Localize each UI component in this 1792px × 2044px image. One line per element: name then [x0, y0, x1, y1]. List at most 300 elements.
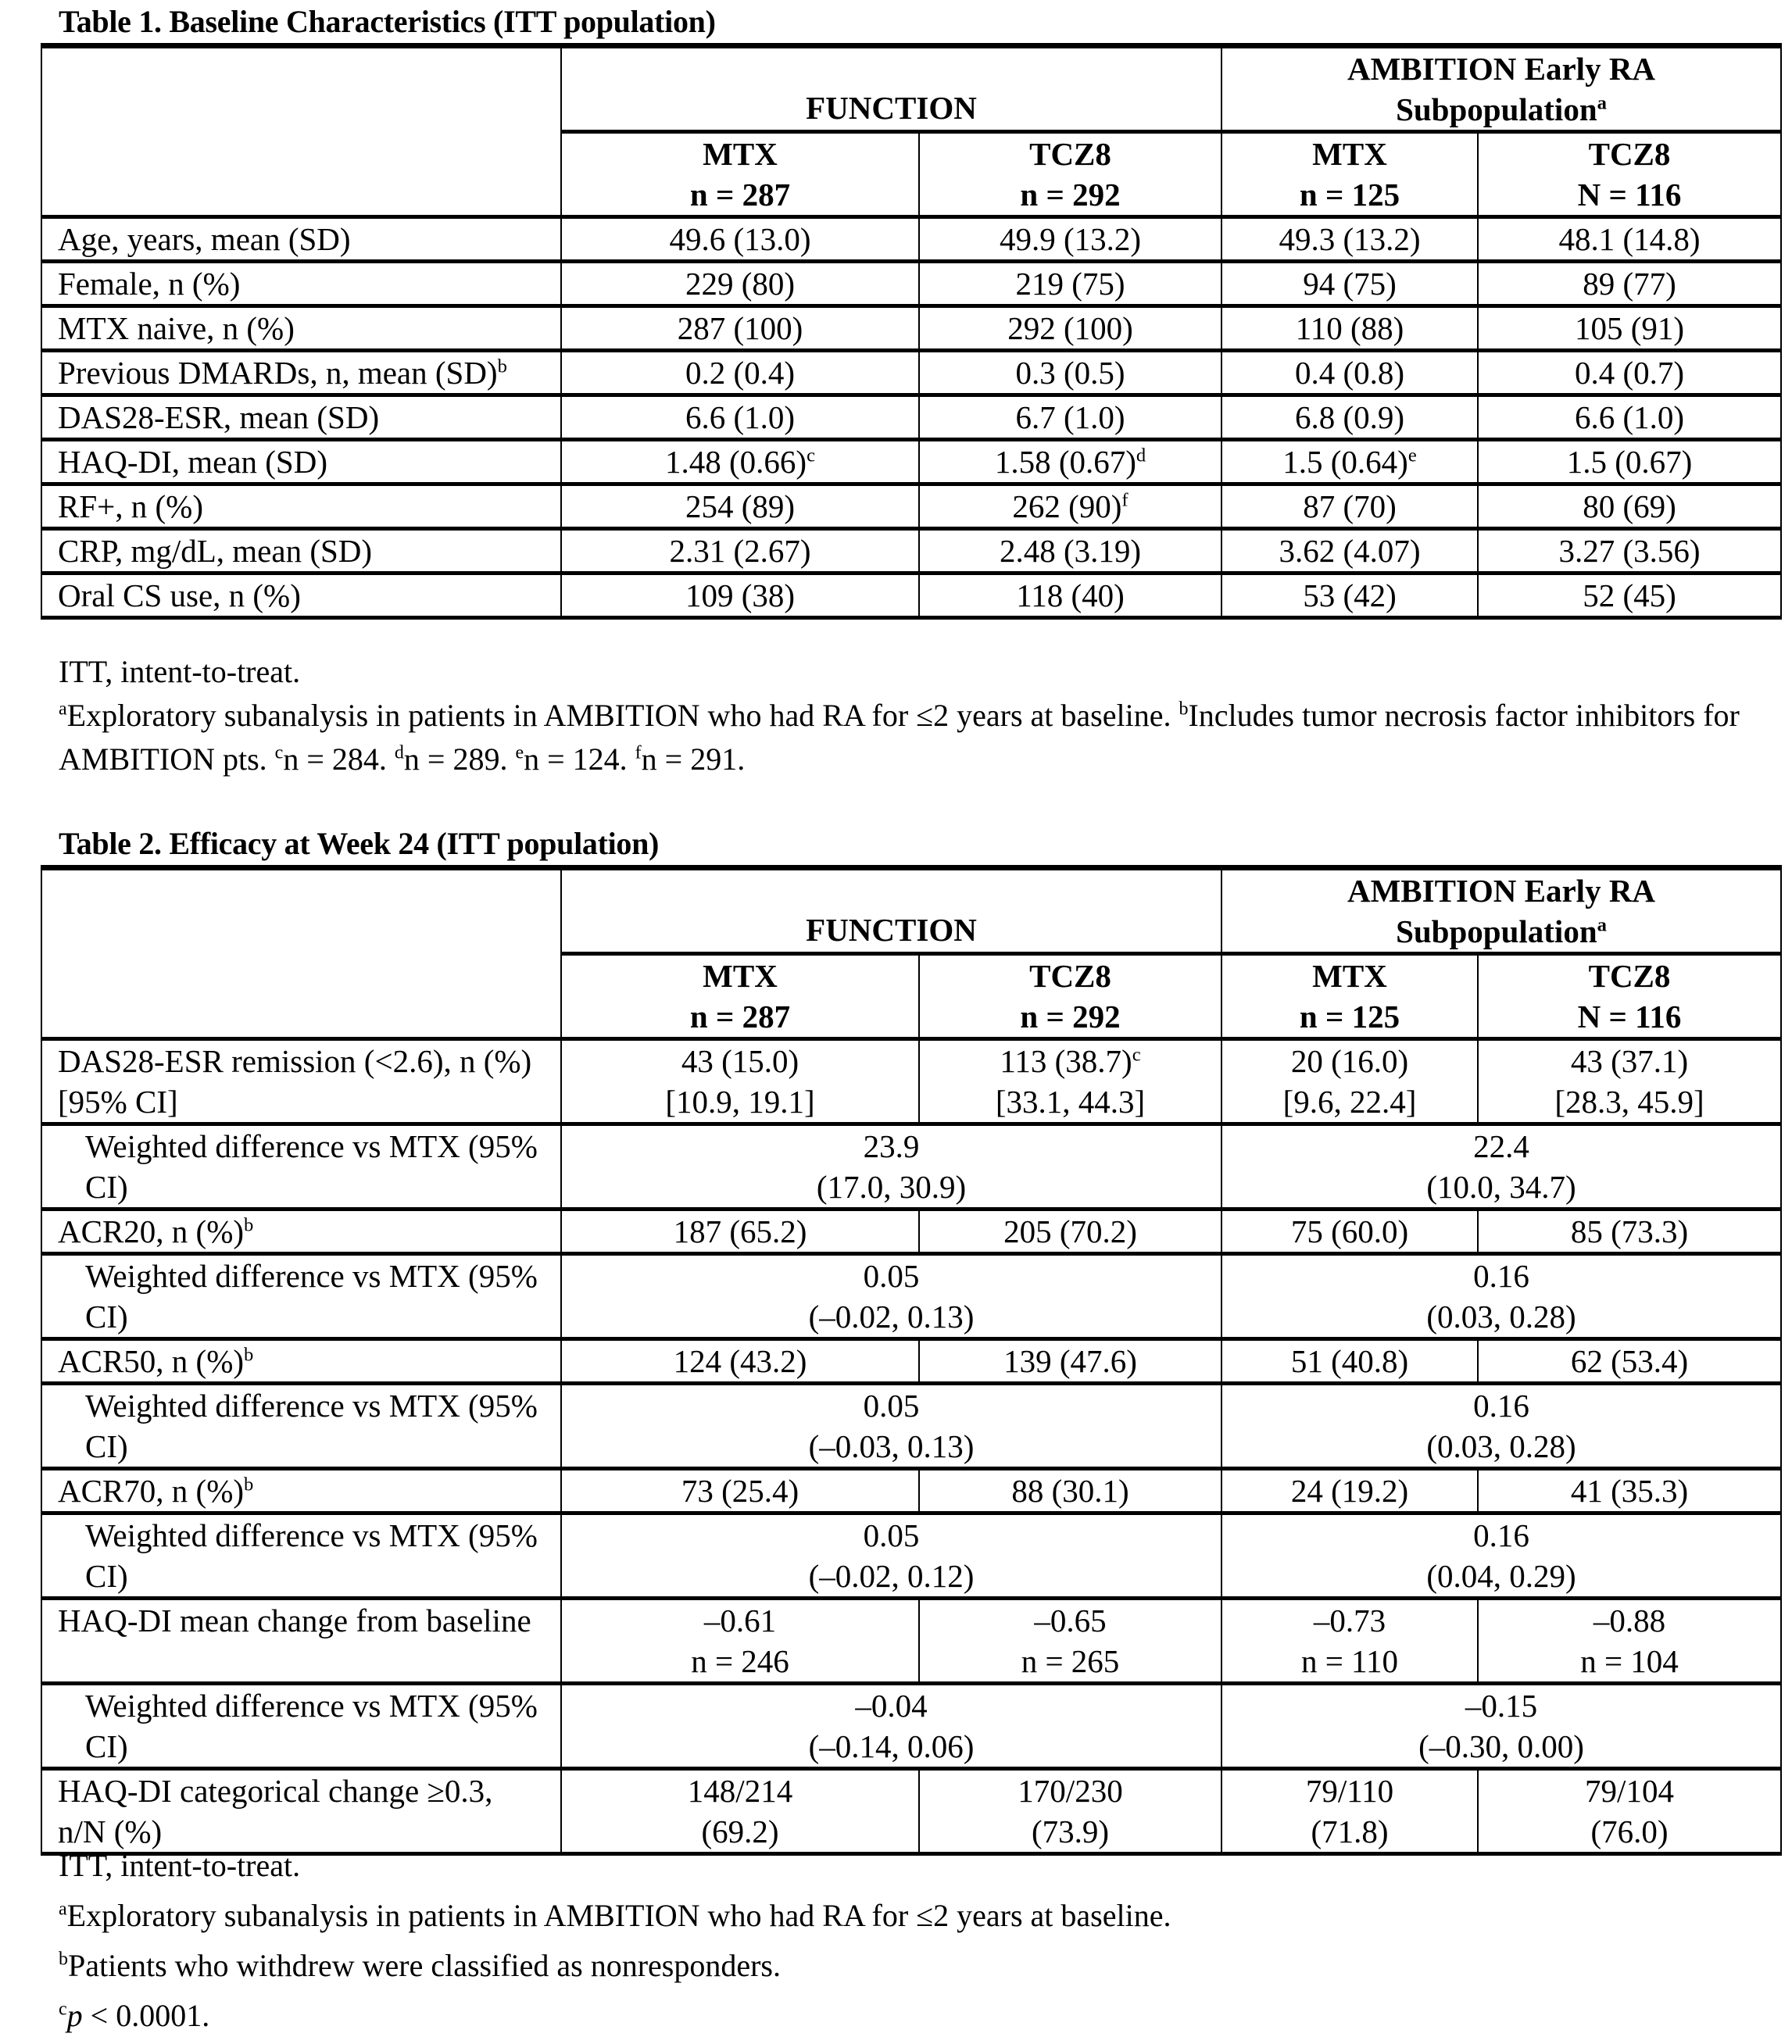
- row-label-text: ACR70, n (%): [58, 1473, 245, 1509]
- cell-value: 85 (73.3): [1570, 1213, 1689, 1249]
- table1-baseline: [41, 43, 1782, 620]
- row-label: [41, 1599, 561, 1684]
- difference-cell: [1221, 1513, 1781, 1599]
- row-label-text: MTX naive, n (%): [58, 310, 295, 346]
- row-label-text: HAQ-DI categorical change ≥0.3, n/N (%): [58, 1773, 493, 1849]
- footnote-marker: b: [244, 1344, 254, 1366]
- table-cell: [1478, 262, 1781, 306]
- difference-row: [41, 1384, 1781, 1469]
- cell-value: 62 (53.4): [1570, 1343, 1689, 1379]
- cell-value: 148/214: [687, 1773, 793, 1809]
- table1-col-header: [1478, 132, 1781, 217]
- table-row: [41, 529, 1781, 574]
- table-cell: [1478, 306, 1781, 351]
- table-cell: [919, 529, 1221, 574]
- footnote-marker: f: [1121, 489, 1128, 511]
- cell-line: [1238, 1426, 1765, 1467]
- cell-line: [935, 1600, 1205, 1641]
- cell-value: 80 (69): [1583, 488, 1676, 524]
- cell-value: 0.4 (0.8): [1294, 355, 1405, 391]
- cell-value: (0.04, 0.29): [1426, 1558, 1576, 1594]
- cell-line: [1238, 1211, 1461, 1252]
- table-cell: [1478, 1339, 1781, 1384]
- cell-value: [10.9, 19.1]: [665, 1084, 815, 1120]
- cell-value: 6.7 (1.0): [1015, 399, 1125, 435]
- row-label-text: Weighted difference vs MTX (95% CI): [85, 1388, 538, 1464]
- table-cell: [1221, 1469, 1478, 1513]
- cell-value: 170/230: [1018, 1773, 1123, 1809]
- arm-label: TCZ8: [1588, 136, 1671, 172]
- cell-value: (0.03, 0.28): [1426, 1299, 1576, 1335]
- cell-value: 0.2 (0.4): [685, 355, 796, 391]
- difference-cell: [1221, 1684, 1781, 1769]
- table1-group-ambition: [1221, 46, 1781, 132]
- table-cell: [561, 351, 919, 395]
- cell-line: [578, 1081, 903, 1122]
- table2-col-header: [1478, 954, 1781, 1039]
- cell-value: 1.5 (0.67): [1566, 444, 1693, 480]
- row-label: [41, 1039, 561, 1124]
- table-cell: [561, 1769, 919, 1854]
- cell-value: 43 (15.0): [681, 1043, 799, 1079]
- table2-body: [41, 1039, 1781, 1854]
- cell-value: 43 (37.1): [1570, 1043, 1689, 1079]
- cell-line: [935, 1041, 1205, 1081]
- cell-value: (10.0, 34.7): [1426, 1169, 1576, 1205]
- table-row: [41, 262, 1781, 306]
- cell-value: (73.9): [1031, 1814, 1110, 1849]
- cell-value: 118 (40): [1016, 577, 1125, 613]
- row-label-text: Weighted difference vs MTX (95% CI): [85, 1128, 538, 1205]
- row-label-text: Previous DMARDs, n, mean (SD): [58, 355, 498, 391]
- table-row: [41, 1210, 1781, 1254]
- cell-line: [1238, 1081, 1461, 1122]
- cell-line: [1494, 1211, 1765, 1252]
- row-label-text: RF+, n (%): [58, 488, 203, 524]
- footnote-marker: e: [1407, 445, 1417, 466]
- table-cell: [919, 1769, 1221, 1854]
- table-row: [41, 1769, 1781, 1854]
- difference-cell: [561, 1384, 1221, 1469]
- table-cell: [919, 395, 1221, 440]
- row-label-text: DAS28-ESR remission (<2.6), n (%) [95% CI]: [58, 1043, 532, 1120]
- table-row: [41, 395, 1781, 440]
- footnote-a: $^a$Exploratory subanalysis in patients in AMBITION who had RA for ≤2 years at baseline.: [59, 1898, 1171, 1933]
- cell-line: [578, 1515, 1205, 1556]
- table-cell: [1478, 1469, 1781, 1513]
- cell-line: [1238, 1515, 1765, 1556]
- cell-line: [1238, 1685, 1765, 1726]
- row-label: [41, 217, 561, 262]
- cell-value: 49.6 (13.0): [669, 221, 811, 257]
- footnote-marker: b: [244, 1474, 254, 1495]
- cell-value: 205 (70.2): [1003, 1213, 1137, 1249]
- cell-value: 0.16: [1473, 1388, 1529, 1424]
- cell-value: 20 (16.0): [1290, 1043, 1409, 1079]
- cell-value: –0.88: [1593, 1603, 1666, 1638]
- group-label: FUNCTION: [806, 912, 977, 948]
- cell-line: [1238, 1600, 1461, 1641]
- table-row: [41, 306, 1781, 351]
- cell-line: [578, 1256, 1205, 1296]
- cell-line: [1238, 1041, 1461, 1081]
- footnote-marker: a: [1597, 914, 1607, 936]
- cell-value: 229 (80): [685, 266, 796, 302]
- table-cell: [561, 1339, 919, 1384]
- table-cell: [1221, 484, 1478, 529]
- cell-value: n = 104: [1580, 1643, 1679, 1679]
- cell-value: (69.2): [701, 1814, 779, 1849]
- cell-value: (–0.02, 0.12): [808, 1558, 975, 1594]
- row-label: [41, 574, 561, 618]
- group-label-line1: AMBITION Early RA: [1347, 51, 1656, 87]
- table2-title: Table 2. Efficacy at Week 24 (ITT population): [59, 826, 660, 861]
- cell-value: 89 (77): [1583, 266, 1676, 302]
- table-cell: [1221, 440, 1478, 484]
- arm-label: TCZ8: [1029, 136, 1111, 172]
- footnote-marker: c: [1132, 1044, 1141, 1066]
- table-cell: [1221, 217, 1478, 262]
- cell-value: (–0.30, 0.00): [1418, 1728, 1584, 1764]
- row-label: [41, 1254, 561, 1339]
- cell-value: 23.9: [863, 1128, 920, 1164]
- table-cell: [919, 574, 1221, 618]
- difference-cell: [1221, 1254, 1781, 1339]
- table-cell: [561, 1469, 919, 1513]
- row-label: [41, 484, 561, 529]
- cell-value: 262 (90): [1012, 488, 1122, 524]
- cell-line: [1238, 1641, 1461, 1681]
- arm-n: n = 292: [1020, 999, 1121, 1035]
- table1-corner-cell: [41, 46, 561, 217]
- difference-row: [41, 1513, 1781, 1599]
- cell-line: [578, 1041, 903, 1081]
- footnote-d: n = 289.: [403, 741, 516, 777]
- table1-notes: [59, 650, 1762, 781]
- cell-value: –0.15: [1465, 1688, 1538, 1724]
- cell-value: 109 (38): [685, 577, 796, 613]
- table-cell: [919, 440, 1221, 484]
- difference-cell: [561, 1124, 1221, 1210]
- cell-line: [1238, 1726, 1765, 1767]
- cell-value: 105 (91): [1574, 310, 1685, 346]
- row-label-text: DAS28-ESR, mean (SD): [58, 399, 380, 435]
- footnote-b-text: Patients who withdrew were classified as nonresponders.: [68, 1948, 781, 1983]
- cell-line: [1238, 1470, 1461, 1511]
- group-label-line1: AMBITION Early RA: [1347, 873, 1656, 909]
- table-cell: [1221, 1210, 1478, 1254]
- row-label-text: HAQ-DI mean change from baseline: [58, 1603, 531, 1638]
- table2-col-header: [919, 954, 1221, 1039]
- cell-value: 73 (25.4): [681, 1473, 799, 1509]
- arm-n: N = 116: [1577, 177, 1682, 213]
- table-cell: [919, 1039, 1221, 1124]
- footnote-a-text: Exploratory subanalysis in patients in AMBITION who had RA for ≤2 years at baseline.: [66, 1898, 1171, 1933]
- cell-value: 254 (89): [685, 488, 796, 524]
- table-cell: [1221, 395, 1478, 440]
- table-cell: [1221, 1769, 1478, 1854]
- row-label: [41, 1339, 561, 1384]
- cell-line: [1494, 1470, 1765, 1511]
- table-cell: [1478, 1039, 1781, 1124]
- cell-value: 124 (43.2): [673, 1343, 807, 1379]
- difference-row: [41, 1124, 1781, 1210]
- table-cell: [1478, 217, 1781, 262]
- arm-n: n = 292: [1020, 177, 1121, 213]
- row-label: [41, 1124, 561, 1210]
- row-label-text: Weighted difference vs MTX (95% CI): [85, 1258, 538, 1335]
- footnote-marker: a: [1597, 92, 1607, 114]
- table-row: [41, 217, 1781, 262]
- footnote-marker: b: [497, 356, 507, 377]
- row-label: [41, 395, 561, 440]
- cell-line: [578, 1426, 1205, 1467]
- footnote-b: $^b$Patients who withdrew were classified as nonresponders.: [59, 1948, 781, 1983]
- table-cell: [1478, 351, 1781, 395]
- cell-value: (–0.03, 0.13): [808, 1428, 975, 1464]
- cell-line: [578, 1167, 1205, 1207]
- row-label: [41, 1684, 561, 1769]
- table-cell: [561, 484, 919, 529]
- table2-efficacy: [41, 865, 1782, 1856]
- cell-value: 139 (47.6): [1003, 1343, 1137, 1379]
- cell-line: [1238, 1256, 1765, 1296]
- row-label-text: Age, years, mean (SD): [58, 221, 351, 257]
- row-label: [41, 262, 561, 306]
- cell-value: –0.04: [855, 1688, 928, 1724]
- cell-line: [1494, 1041, 1765, 1081]
- row-label: [41, 529, 561, 574]
- table-cell: [1478, 395, 1781, 440]
- arm-label: MTX: [1312, 958, 1387, 994]
- cell-line: [1494, 1600, 1765, 1641]
- table1-col-header: [919, 132, 1221, 217]
- cell-line: [578, 1211, 903, 1252]
- table-row: [41, 1039, 1781, 1124]
- cell-value: 53 (42): [1303, 577, 1397, 613]
- cell-value: 49.9 (13.2): [999, 221, 1142, 257]
- table-cell: [1478, 1210, 1781, 1254]
- cell-value: (0.03, 0.28): [1426, 1428, 1576, 1464]
- cell-line: [935, 1081, 1205, 1122]
- arm-n: n = 125: [1299, 999, 1400, 1035]
- cell-value: (–0.14, 0.06): [808, 1728, 975, 1764]
- cell-line: [578, 1385, 1205, 1426]
- cell-line: [578, 1296, 1205, 1337]
- difference-cell: [1221, 1384, 1781, 1469]
- table-cell: [561, 1210, 919, 1254]
- abbreviation-note: ITT, intent-to-treat.: [59, 654, 301, 689]
- cell-value: 94 (75): [1303, 266, 1397, 302]
- cell-value: 113 (38.7): [1000, 1043, 1132, 1079]
- arm-label: MTX: [703, 136, 778, 172]
- cell-value: 6.6 (1.0): [1574, 399, 1685, 435]
- group-label: FUNCTION: [806, 90, 977, 126]
- table-cell: [1221, 529, 1478, 574]
- cell-value: 292 (100): [1007, 310, 1133, 346]
- table-cell: [919, 262, 1221, 306]
- arm-n: n = 287: [689, 177, 791, 213]
- table2-group-function: [561, 868, 1221, 954]
- cell-value: (71.8): [1311, 1814, 1389, 1849]
- table-row: [41, 484, 1781, 529]
- table-cell: [919, 217, 1221, 262]
- cell-value: 79/104: [1585, 1773, 1674, 1809]
- cell-value: 22.4: [1473, 1128, 1529, 1164]
- difference-cell: [561, 1513, 1221, 1599]
- cell-value: –0.61: [703, 1603, 777, 1638]
- cell-value: [28.3, 45.9]: [1554, 1084, 1704, 1120]
- cell-value: 0.16: [1473, 1517, 1529, 1553]
- cell-value: n = 246: [691, 1643, 789, 1679]
- table-cell: [919, 1339, 1221, 1384]
- cell-line: [578, 1641, 903, 1681]
- cell-line: [578, 1771, 903, 1811]
- cell-line: [578, 1341, 903, 1381]
- arm-n: N = 116: [1577, 999, 1682, 1035]
- cell-line: [1238, 1385, 1765, 1426]
- cell-value: –0.73: [1313, 1603, 1386, 1638]
- table2-col-header: [561, 954, 919, 1039]
- cell-value: 1.58 (0.67): [994, 444, 1136, 480]
- cell-value: 24 (19.2): [1290, 1473, 1409, 1509]
- footnote-a: Exploratory subanalysis in patients in AMBITION who had RA for ≤2 years at baseline.: [66, 698, 1179, 733]
- cell-line: [578, 1600, 903, 1641]
- footnote-marker: b: [244, 1214, 254, 1236]
- cell-line: [1494, 1081, 1765, 1122]
- difference-row: [41, 1684, 1781, 1769]
- difference-cell: [561, 1254, 1221, 1339]
- cell-line: [1238, 1126, 1765, 1167]
- cell-value: 6.8 (0.9): [1294, 399, 1405, 435]
- cell-line: [1494, 1341, 1765, 1381]
- cell-value: 1.48 (0.66): [665, 444, 807, 480]
- row-label: [41, 306, 561, 351]
- table-cell: [1478, 529, 1781, 574]
- cell-value: 0.4 (0.7): [1574, 355, 1685, 391]
- table-cell: [1478, 1769, 1781, 1854]
- footnote-f: n = 291.: [641, 741, 746, 777]
- cell-line: [578, 1470, 903, 1511]
- cell-value: n = 110: [1300, 1643, 1399, 1679]
- table-cell: [1478, 484, 1781, 529]
- table1-title: Table 1. Baseline Characteristics (ITT population): [59, 4, 716, 39]
- cell-value: n = 265: [1021, 1643, 1120, 1679]
- row-label: [41, 1513, 561, 1599]
- table-cell: [1221, 1039, 1478, 1124]
- table-cell: [1221, 574, 1478, 618]
- row-label-text: Oral CS use, n (%): [58, 577, 301, 613]
- cell-value: (17.0, 30.9): [816, 1169, 967, 1205]
- cell-value: 219 (75): [1015, 266, 1125, 302]
- cell-value: [9.6, 22.4]: [1282, 1084, 1417, 1120]
- table1-group-function: [561, 46, 1221, 132]
- arm-n: n = 125: [1299, 177, 1400, 213]
- cell-value: 79/110: [1305, 1773, 1394, 1809]
- table-cell: [1478, 1599, 1781, 1684]
- row-label-text: ACR20, n (%): [58, 1213, 245, 1249]
- arm-n: n = 287: [689, 999, 791, 1035]
- table-cell: [561, 529, 919, 574]
- table1-group-header-row: [41, 46, 1781, 132]
- cell-line: [935, 1771, 1205, 1811]
- table-cell: [561, 1039, 919, 1124]
- cell-value: –0.65: [1034, 1603, 1107, 1638]
- row-label: [41, 351, 561, 395]
- cell-line: [1238, 1771, 1461, 1811]
- difference-row: [41, 1254, 1781, 1339]
- footnote-c: n = 284.: [283, 741, 395, 777]
- row-label-text: Weighted difference vs MTX (95% CI): [85, 1517, 538, 1594]
- row-label-text: CRP, mg/dL, mean (SD): [58, 533, 373, 569]
- table-cell: [561, 262, 919, 306]
- footnote-e: n = 124.: [524, 741, 635, 777]
- cell-value: 88 (30.1): [1011, 1473, 1129, 1509]
- cell-value: 51 (40.8): [1290, 1343, 1409, 1379]
- p-value-symbol: p: [66, 1998, 83, 2033]
- footnote-c: $^c$p < 0.0001.: [59, 1998, 210, 2033]
- row-label-text: Weighted difference vs MTX (95% CI): [85, 1688, 538, 1764]
- table-cell: [561, 1599, 919, 1684]
- row-label: [41, 1384, 561, 1469]
- table-cell: [1478, 574, 1781, 618]
- cell-line: [1238, 1167, 1765, 1207]
- cell-line: [1494, 1771, 1765, 1811]
- cell-value: 0.05: [863, 1388, 920, 1424]
- difference-cell: [1221, 1124, 1781, 1210]
- table1-body: [41, 217, 1781, 618]
- cell-value: 0.05: [863, 1258, 920, 1294]
- cell-line: [1238, 1556, 1765, 1596]
- table1-col-header: [561, 132, 919, 217]
- cell-value: 0.05: [863, 1517, 920, 1553]
- table-cell: [561, 306, 919, 351]
- table-cell: [919, 1469, 1221, 1513]
- row-label: [41, 1469, 561, 1513]
- cell-line: [935, 1641, 1205, 1681]
- cell-value: 48.1 (14.8): [1558, 221, 1701, 257]
- table2-corner-cell: [41, 868, 561, 1039]
- cell-value: (76.0): [1590, 1814, 1669, 1849]
- cell-value: 3.27 (3.56): [1558, 533, 1701, 569]
- cell-value: 6.6 (1.0): [685, 399, 796, 435]
- cell-line: [1494, 1641, 1765, 1681]
- table-cell: [919, 306, 1221, 351]
- cell-value: 0.16: [1473, 1258, 1529, 1294]
- arm-label: TCZ8: [1029, 958, 1111, 994]
- table-cell: [561, 395, 919, 440]
- cell-value: 3.62 (4.07): [1279, 533, 1421, 569]
- cell-value: 41 (35.3): [1570, 1473, 1689, 1509]
- cell-value: 75 (60.0): [1290, 1213, 1409, 1249]
- arm-label: TCZ8: [1588, 958, 1671, 994]
- cell-value: 110 (88): [1295, 310, 1404, 346]
- arm-label: MTX: [1312, 136, 1387, 172]
- table-row: [41, 1599, 1781, 1684]
- table-cell: [919, 1210, 1221, 1254]
- cell-value: 187 (65.2): [673, 1213, 807, 1249]
- abbreviation-note: ITT, intent-to-treat.: [59, 1848, 301, 1883]
- cell-value: 1.5 (0.64): [1282, 444, 1408, 480]
- group-label-line2: Subpopulation: [1396, 913, 1597, 949]
- cell-value: [33.1, 44.3]: [995, 1084, 1146, 1120]
- cell-line: [1238, 1341, 1461, 1381]
- cell-line: [578, 1726, 1205, 1767]
- table2-col-header: [1221, 954, 1478, 1039]
- arm-label: MTX: [703, 958, 778, 994]
- cell-line: [578, 1126, 1205, 1167]
- difference-cell: [561, 1684, 1221, 1769]
